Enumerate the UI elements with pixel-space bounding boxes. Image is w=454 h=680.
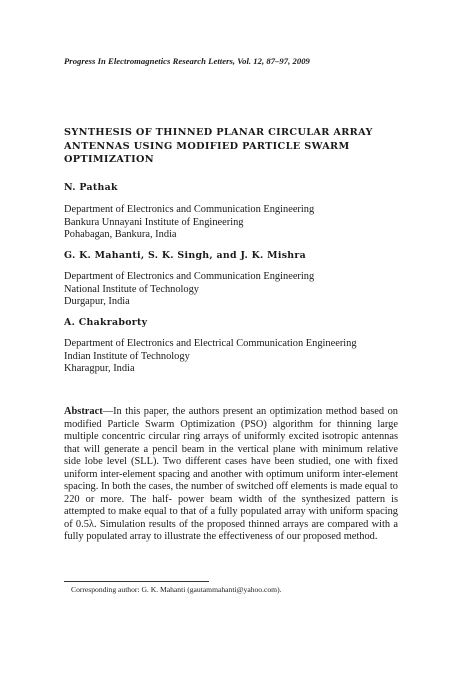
affiliation-line: Bankura Unnayani Institute of Engineering [64, 216, 244, 228]
affiliation-line: National Institute of Technology [64, 283, 199, 295]
title-line: ANTENNAS USING MODIFIED PARTICLE SWARM [64, 140, 350, 152]
journal-header: Progress In Electromagnetics Research Letters, Vol. 12, 87–97, 2009 [64, 56, 310, 66]
affiliation-line: Durgapur, India [64, 296, 130, 308]
footnote: Corresponding author: G. K. Mahanti (gautammahanti@yahoo.com). [71, 585, 282, 594]
affiliation-line: Kharagpur, India [64, 363, 135, 375]
affiliation-line: Pohabagan, Bankura, India [64, 229, 177, 241]
affiliation-line: Department of Electronics and Communication Engineering [64, 204, 315, 215]
paper-title [64, 126, 399, 167]
affiliation [64, 338, 404, 376]
title-line: SYNTHESIS OF THINNED PLANAR CIRCULAR ARRAY [64, 127, 373, 138]
author-names: A. Chakraborty [64, 317, 148, 328]
author-names: N. Pathak [64, 182, 118, 193]
affiliation [64, 271, 404, 309]
affiliation [64, 204, 404, 242]
affiliation-line: Department of Electronics and Electrical Communication Engineering [64, 338, 357, 349]
footnote-rule [64, 581, 209, 582]
abstract-label: Abstract [64, 406, 103, 417]
title-line: OPTIMIZATION [64, 154, 155, 165]
affiliation-line: Indian Institute of Technology [64, 350, 190, 362]
author-names: G. K. Mahanti, S. K. Singh, and J. K. Mishra [64, 250, 307, 261]
abstract-text: —In this paper, the authors present an optimization method based on modified Particle Swarm Optimization (PSO) algorithm for thinning large multiple concentric circular ring arrays of uniformly excited isotropic antennas that will generate a pencil beam in the vertical plane with minimum relative side lobe level (SLL). Two different cases have been studied, one with fixed uniform inter-element spacing and another with optimum uniform inter-element spacing. In both the cases, the number of switched off elements is made equal to 220 or more. The half- power beam width of the synthesized pattern is attempted to make equal to that of a fully populated array with uniform spacing of 0.5λ. Simulation results of the proposed thinned arrays are compared with a fully populated array to illustrate the effectiveness of our proposed method. [64, 406, 398, 543]
affiliation-line: Department of Electronics and Communication Engineering [64, 271, 315, 282]
abstract [64, 406, 398, 544]
